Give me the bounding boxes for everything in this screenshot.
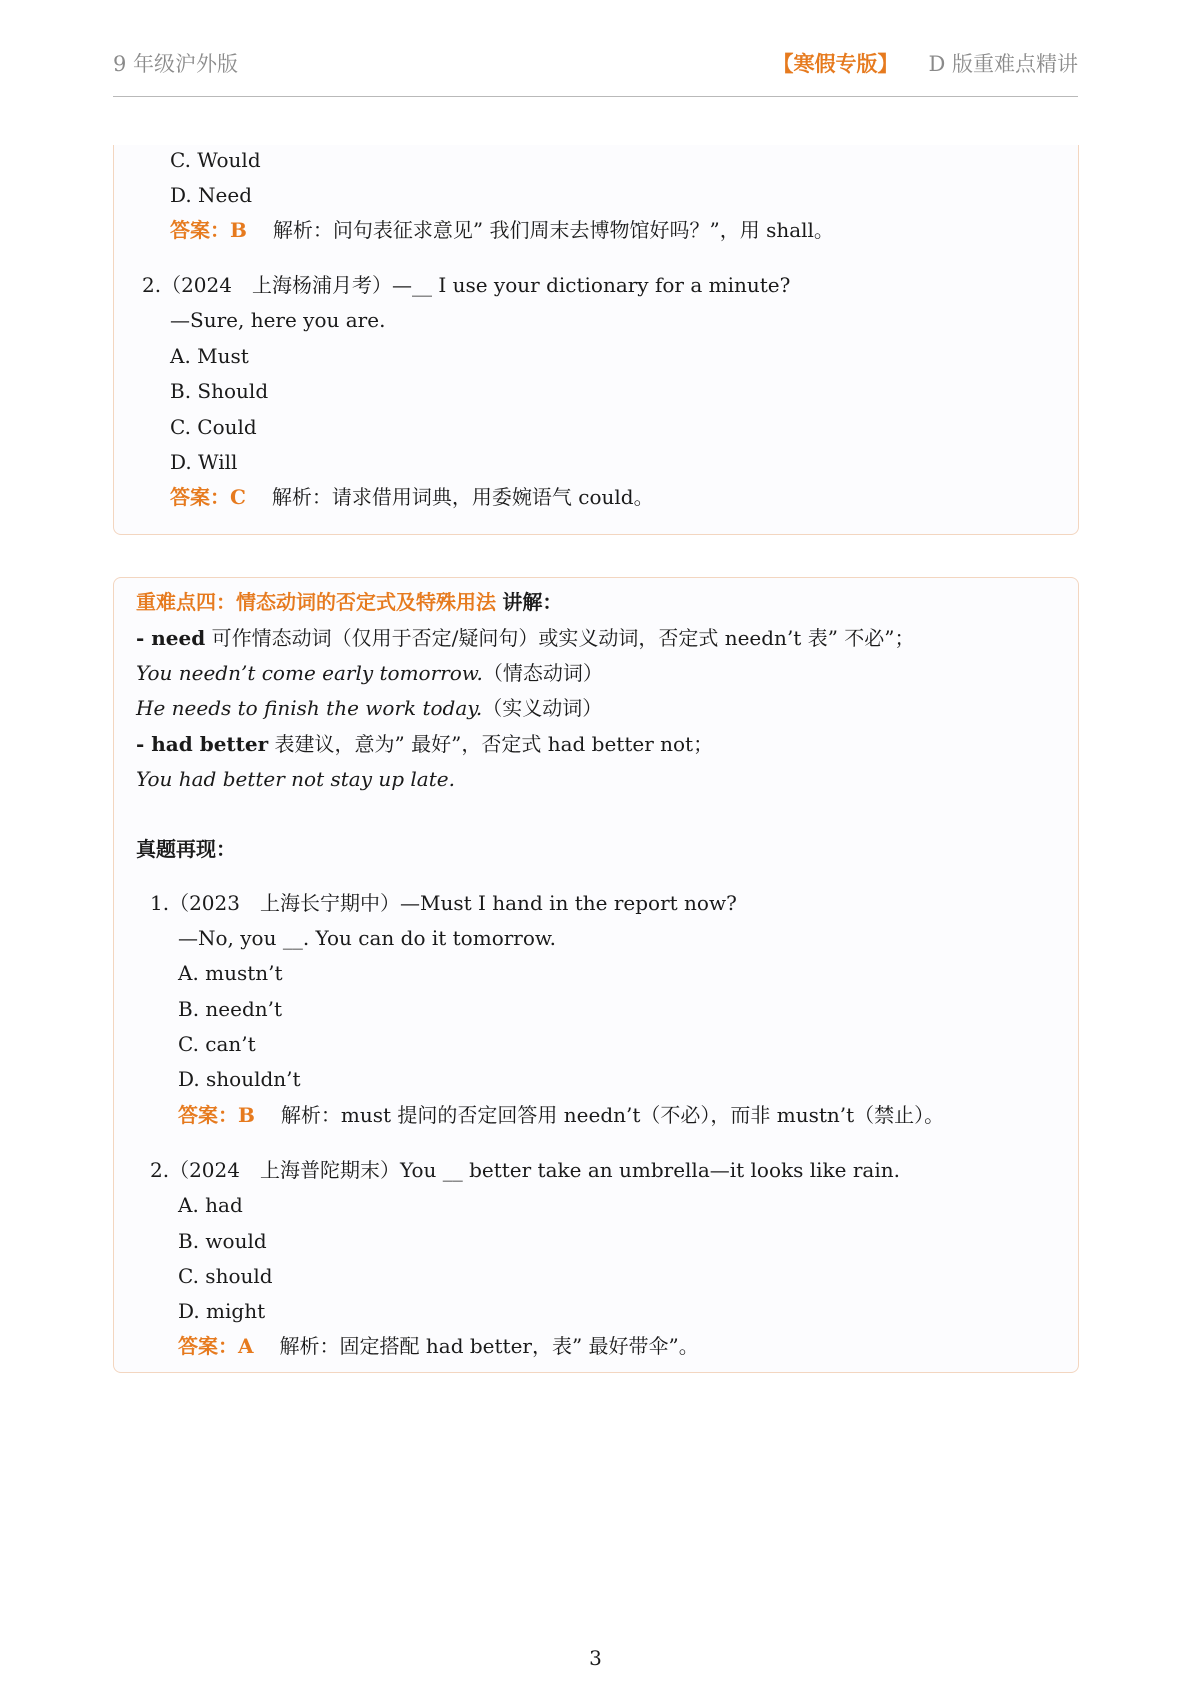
example-sentence: You needn’t come early tomorrow.	[136, 661, 483, 685]
example-sentence: You had better not stay up late.	[136, 767, 455, 791]
series-title: D 版重难点精讲	[928, 52, 1078, 76]
key-point-box	[113, 577, 1079, 1373]
question-reply: —Sure, here you are.	[170, 308, 386, 332]
answer-line	[170, 482, 654, 512]
option-c: C. Would	[170, 148, 261, 172]
answer-explanation: 解析：固定搭配 had better，表” 最好带伞”。	[279, 1334, 699, 1358]
answer-label: 答案：B	[178, 1103, 255, 1127]
option-c: C. Could	[170, 415, 257, 439]
rule-keyword: - need	[136, 626, 206, 650]
option-d: D. might	[178, 1299, 266, 1323]
answer-label: 答案：A	[178, 1334, 254, 1358]
example-note: （情态动词）	[482, 661, 603, 685]
answer-line	[178, 1100, 944, 1130]
example-line	[136, 693, 602, 723]
edition-tag: 【寒假专版】	[772, 51, 899, 76]
option-b: B. needn’t	[178, 997, 283, 1021]
answer-line	[178, 1331, 699, 1361]
rule-keyword: - had better	[136, 732, 269, 756]
header-right	[772, 48, 1078, 78]
rule-need	[136, 623, 915, 653]
question-stem: 2.（2024 上海杨浦月考）—__ I use your dictionary for a minute?	[142, 273, 791, 297]
option-d: D. Will	[170, 450, 238, 474]
question-stem: 1.（2023 上海长宁期中）—Must I hand in the report now?	[150, 891, 737, 915]
answer-explanation: 解析：问句表征求意见” 我们周末去博物馆好吗？”，用 shall。	[272, 218, 834, 242]
example-note: （实义动词）	[482, 696, 603, 720]
explanation-label: 讲解：	[502, 590, 563, 614]
question-reply: —No, you __. You can do it tomorrow.	[178, 926, 556, 950]
key-point-heading	[136, 587, 562, 617]
answer-explanation: 解析：must 提问的否定回答用 needn’t（不必），而非 mustn’t（禁止）。	[280, 1103, 945, 1127]
page-header	[113, 44, 1078, 97]
section-title: 真题再现：	[136, 837, 236, 861]
page-number: 3	[589, 1646, 602, 1670]
answer-label: 答案：B	[170, 218, 247, 242]
option-d: D. Need	[170, 183, 253, 207]
example-sentence: He needs to finish the work today.	[136, 696, 483, 720]
exercise-box-continued	[113, 145, 1079, 535]
option-c: C. should	[178, 1264, 273, 1288]
question-stem: 2.（2024 上海普陀期末）You __ better take an umbrella—it looks like rain.	[150, 1158, 900, 1182]
option-b: B. would	[178, 1229, 267, 1253]
rule-text: 表建议，意为” 最好”，否定式 had better not；	[268, 732, 714, 756]
answer-label: 答案：C	[170, 485, 246, 509]
answer-explanation: 解析：请求借用词典，用委婉语气 could。	[271, 485, 654, 509]
option-a: A. Must	[170, 344, 249, 368]
rule-had-better	[136, 729, 713, 759]
option-d: D. shouldn’t	[178, 1067, 301, 1091]
key-point-title: 重难点四：情态动词的否定式及特殊用法	[136, 590, 496, 614]
grade-label: 9 年级沪外版	[113, 52, 239, 76]
rule-text: 可作情态动词（仅用于否定/疑问句）或实义动词，否定式 needn’t 表” 不必”；	[205, 626, 915, 650]
example-line	[136, 658, 603, 688]
option-a: A. mustn’t	[178, 961, 283, 985]
option-a: A. had	[178, 1193, 243, 1217]
option-c: C. can’t	[178, 1032, 256, 1056]
option-b: B. Should	[170, 379, 269, 403]
answer-line	[170, 215, 834, 245]
